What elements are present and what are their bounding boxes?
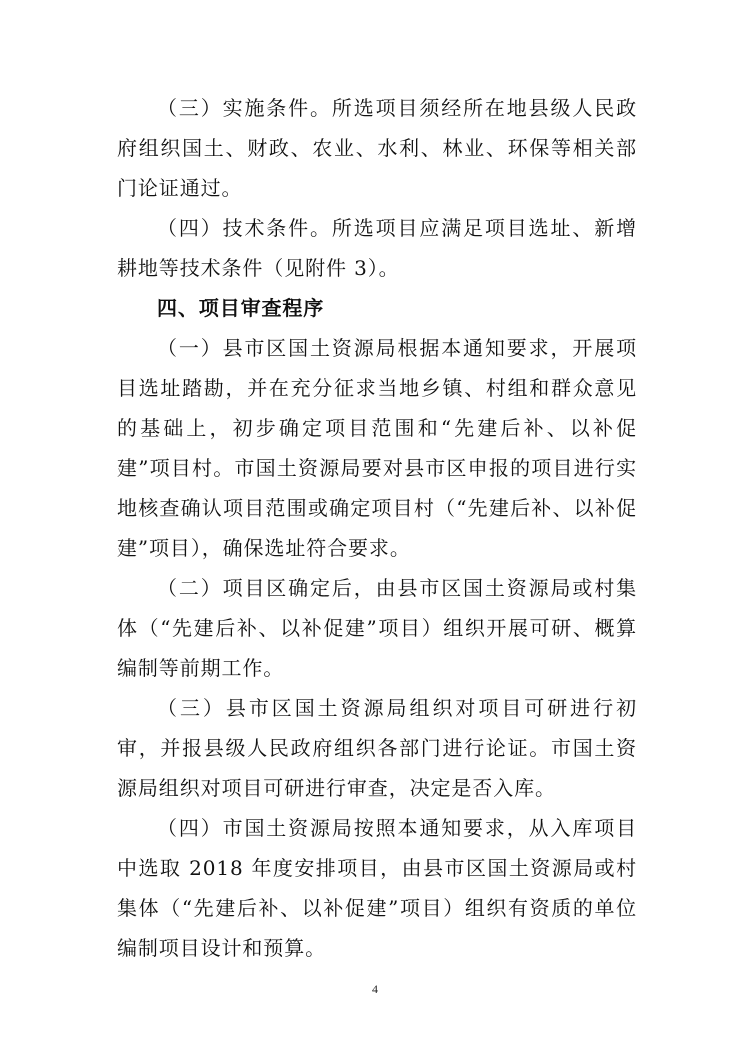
paragraph-step-3: （三）县市区国土资源局组织对项目可研进行初审，并报县级人民政府组织各部门进行论证。市国土资源局组织对项目可研进行审查，决定是否入库。: [117, 696, 637, 800]
paragraph-technical-conditions: （四）技术条件。所选项目应满足项目选址、新增耕地等技术条件（见附件 3）。: [117, 216, 637, 280]
section-heading: 四、项目审查程序: [157, 296, 325, 320]
paragraph-step-1: （一）县市区国土资源局根据本通知要求，开展项目选址踏勘，并在充分征求当地乡镇、村组和群众意见的基础上，初步确定项目范围和“先建后补、以补促建”项目村。市国土资源局要对县市区申报的项目进行实地核查确认项目范围或确定项目村（“先建后补、以补促建”项目），确保选址符合要求。: [117, 336, 637, 560]
paragraph-implementation-conditions: （三）实施条件。所选项目须经所在地县级人民政府组织国土、财政、农业、水利、林业、环保等相关部门论证通过。: [117, 96, 637, 200]
paragraph-step-4: （四）市国土资源局按照本通知要求，从入库项目中选取 2018 年度安排项目，由县市区国土资源局或村集体（“先建后补、以补促建”项目）组织有资质的单位编制项目设计和预算。: [117, 816, 637, 960]
paragraph-step-2: （二）项目区确定后，由县市区国土资源局或村集体（“先建后补、以补促建”项目）组织开展可研、概算编制等前期工作。: [117, 576, 637, 680]
document-body: [117, 88, 637, 968]
page-number: 4: [372, 982, 378, 996]
